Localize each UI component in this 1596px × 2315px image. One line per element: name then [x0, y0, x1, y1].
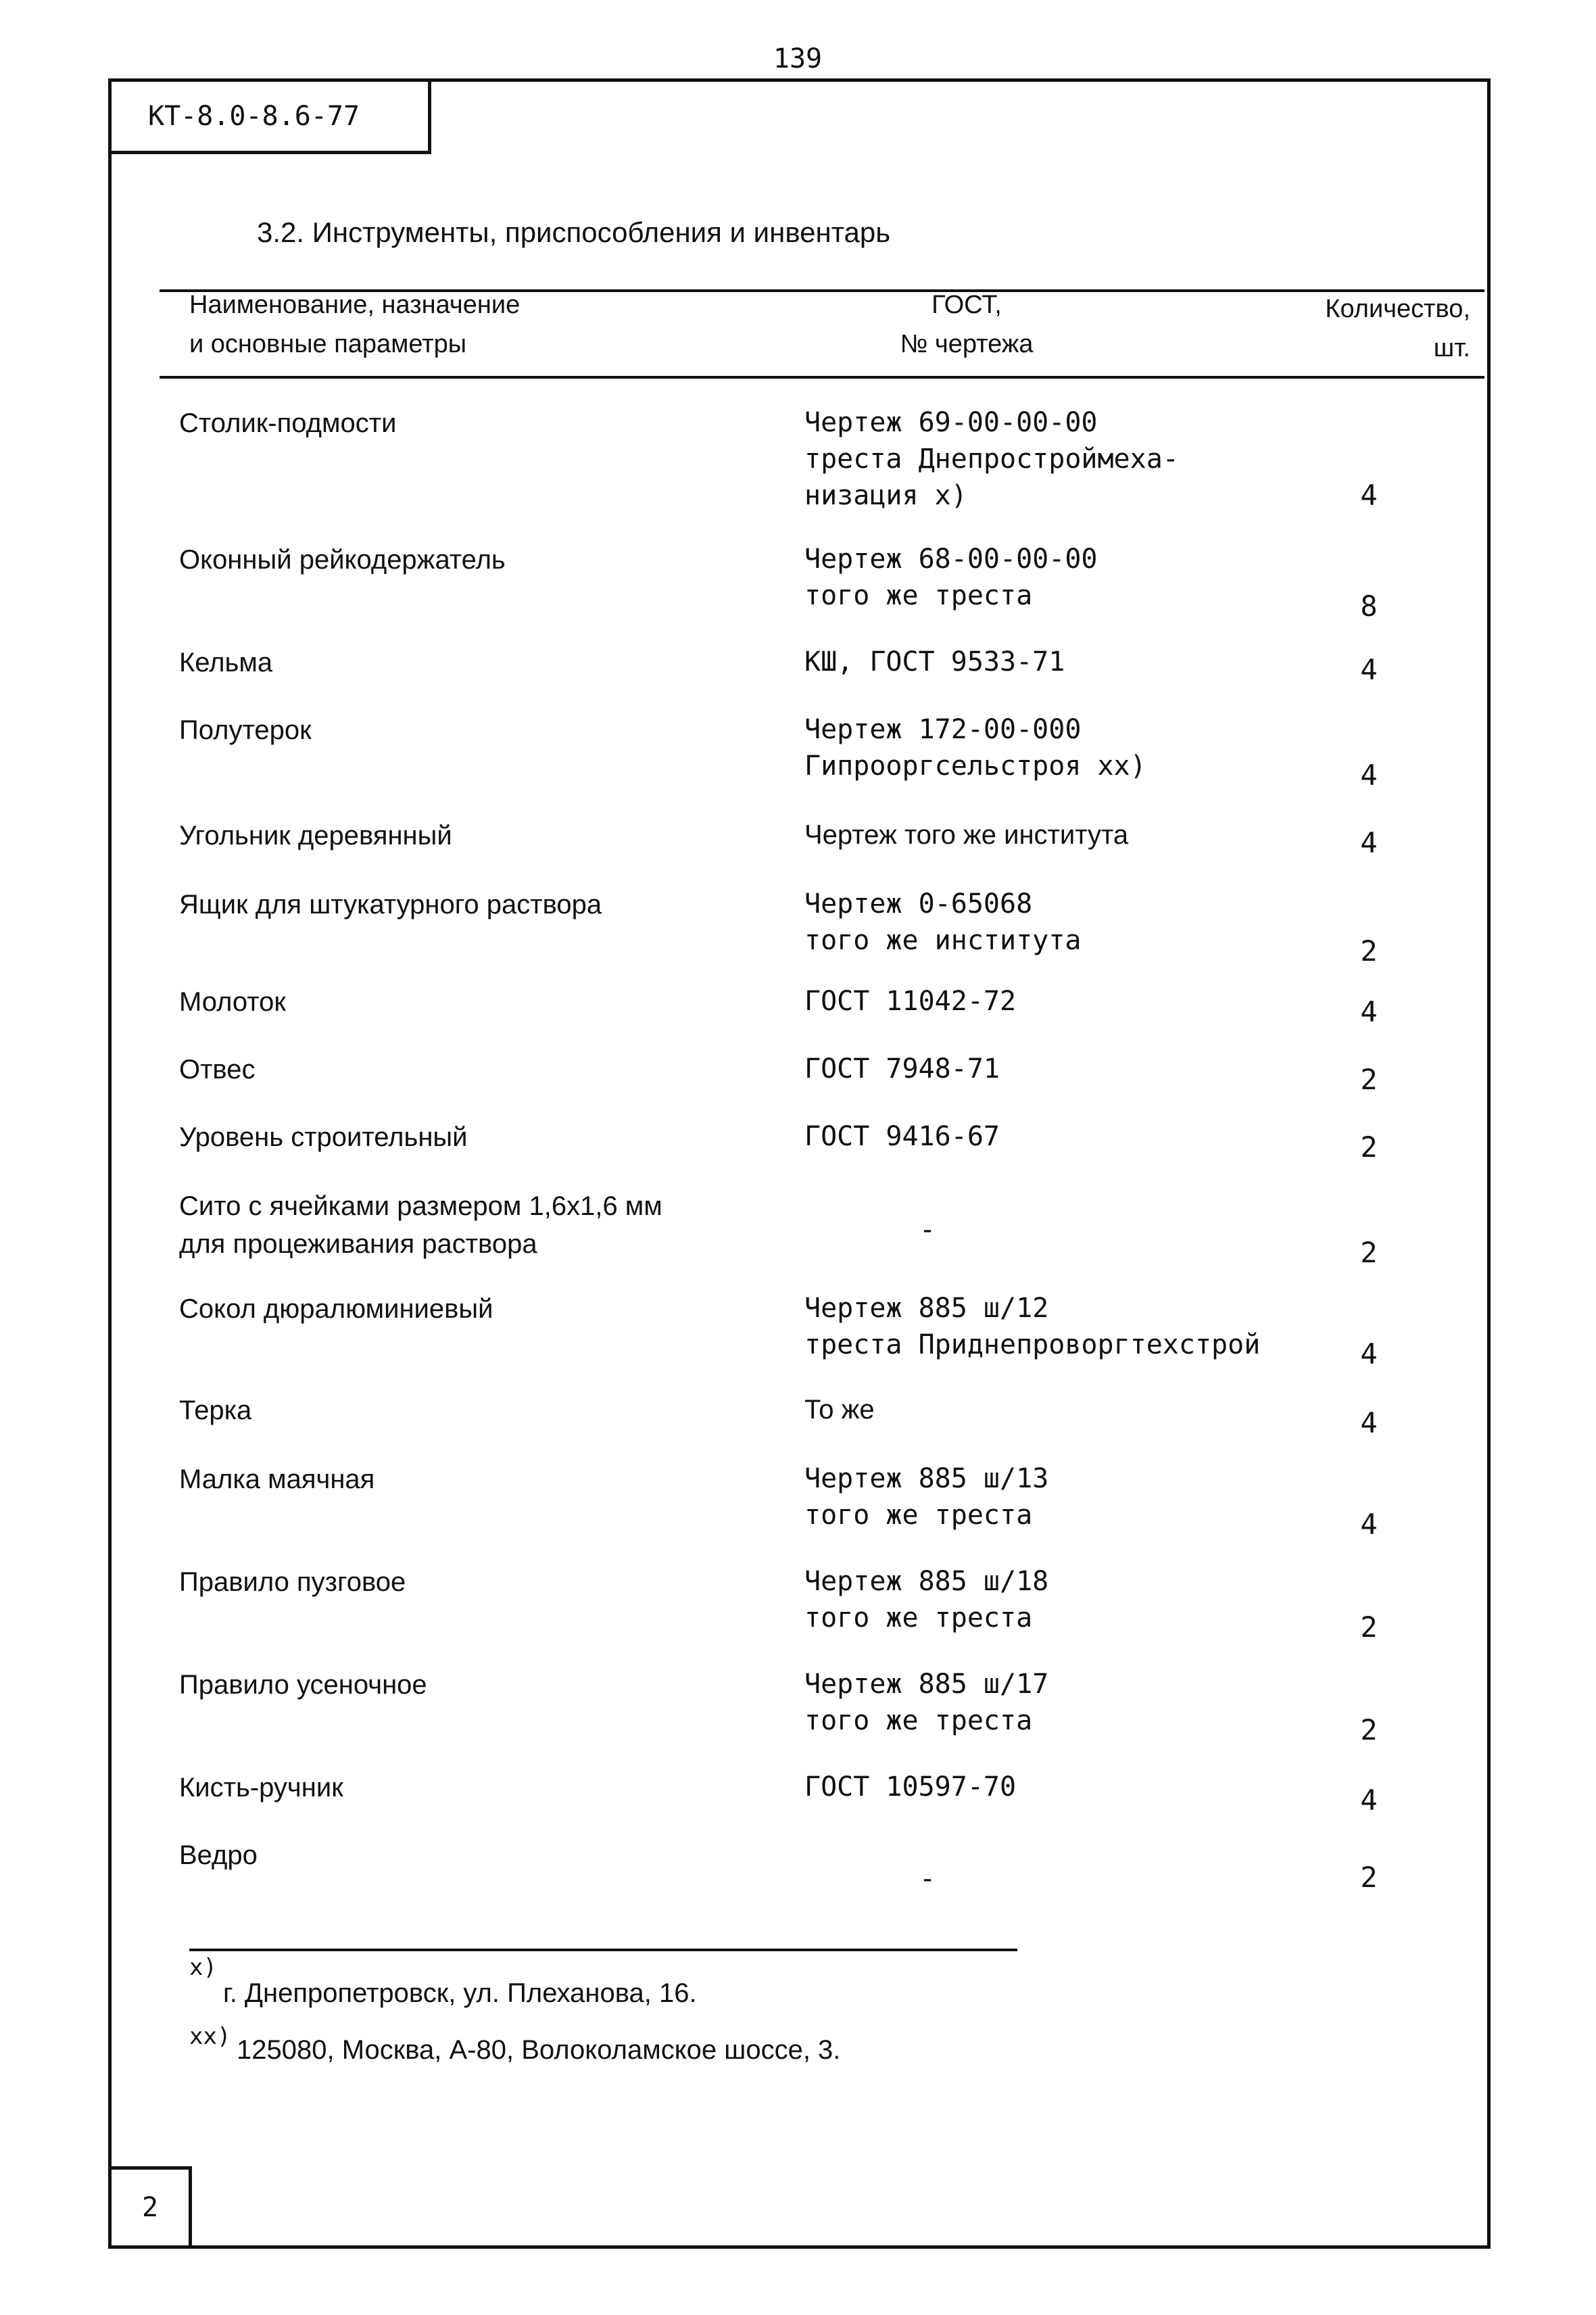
- row-gost: Чертеж 885 ш/17 того же треста: [804, 1669, 1049, 1736]
- row-gost: КШ, ГОСТ 9533-71: [804, 646, 1065, 677]
- row-name: Угольник деревянный: [179, 821, 452, 851]
- footnote-1: г. Днепропетровск, ул. Плеханова, 16.: [223, 1978, 697, 2008]
- row-gost: Чертеж 885 ш/13 того же треста: [804, 1463, 1049, 1531]
- document-code: [108, 78, 431, 154]
- row-name: Правило усеночное: [179, 1670, 427, 1700]
- row-quantity: 2: [1360, 1236, 1378, 1269]
- footnote-mark-2: xx): [189, 2023, 231, 2050]
- row-name: Терка: [179, 1395, 252, 1425]
- row-gost: Чертеж 172-00-000 Гипрооргсельстроя xx): [804, 714, 1146, 782]
- row-gost: Чертеж 885 ш/18 того же треста: [804, 1566, 1049, 1633]
- row-gost: Чертеж 68-00-00-00 того же треста: [804, 544, 1098, 611]
- row-name: Уровень строительный: [179, 1122, 468, 1152]
- row-quantity: 2: [1360, 1063, 1378, 1096]
- footnote-rule: [189, 1949, 1017, 1951]
- row-name: Столик-подмости: [179, 408, 397, 438]
- row-name: Молоток: [179, 987, 286, 1017]
- row-gost: Чертеж 885 ш/12 треста Приднепроворгтехстрой: [804, 1293, 1261, 1360]
- header-quantity: Количество, шт.: [1325, 295, 1470, 362]
- row-gost: -: [919, 1863, 936, 1894]
- header-gost: ГОСТ, № чертежа: [900, 291, 1034, 358]
- row-name: Отвес: [179, 1055, 256, 1084]
- row-name: Кельма: [179, 648, 273, 677]
- row-quantity: 4: [1360, 1508, 1378, 1541]
- sheet-number-box: [108, 2166, 192, 2249]
- row-name: Полутерок: [179, 715, 312, 745]
- footnote-mark-1: x): [189, 1954, 217, 1981]
- row-quantity: 4: [1360, 1784, 1378, 1817]
- page-number: 139: [773, 43, 823, 74]
- row-name: Ящик для штукатурного раствора: [179, 890, 602, 920]
- row-quantity: 4: [1360, 1406, 1378, 1439]
- row-gost: То же: [804, 1395, 875, 1425]
- row-name: Кисть-ручник: [179, 1773, 343, 1803]
- row-name: Ведро: [179, 1840, 258, 1870]
- row-name: Сокол дюралюминиевый: [179, 1294, 493, 1324]
- row-gost: Чертеж 0-65068 того же института: [804, 888, 1082, 956]
- row-gost: Чертеж того же института: [804, 820, 1129, 850]
- row-gost: ГОСТ 7948-71: [804, 1053, 1000, 1084]
- row-quantity: 2: [1360, 1713, 1378, 1746]
- row-gost: ГОСТ 10597-70: [804, 1771, 1017, 1803]
- row-gost: ГОСТ 9416-67: [804, 1121, 1000, 1152]
- row-quantity: 2: [1360, 1130, 1378, 1164]
- row-name: Малка маячная: [179, 1464, 375, 1494]
- row-quantity: 8: [1360, 590, 1378, 623]
- row-gost: ГОСТ 11042-72: [804, 986, 1017, 1017]
- document-code-text: КТ-8.0-8.6-77: [148, 101, 360, 132]
- row-gost: Чертеж 69-00-00-00 треста Днепростроймеха- низация x): [804, 407, 1179, 511]
- row-quantity: 4: [1360, 479, 1378, 512]
- row-quantity: 2: [1360, 1861, 1378, 1894]
- footnote-2: 125080, Москва, А-80, Волоколамское шоссе, 3.: [237, 2035, 841, 2065]
- row-quantity: 4: [1360, 759, 1378, 792]
- table-header-rule: [160, 376, 1484, 379]
- header-name: Наименование, назначение и основные параметры: [189, 291, 521, 358]
- row-quantity: 4: [1360, 995, 1378, 1028]
- row-quantity: 4: [1360, 1337, 1378, 1370]
- row-gost: -: [919, 1214, 936, 1245]
- row-quantity: 4: [1360, 826, 1378, 859]
- sheet-number: 2: [141, 2192, 159, 2223]
- row-quantity: 2: [1360, 934, 1378, 968]
- row-quantity: 2: [1360, 1610, 1378, 1644]
- row-name: Правило пузговое: [179, 1567, 406, 1597]
- row-name: Оконный рейкодержатель: [179, 545, 506, 575]
- section-title: 3.2. Инструменты, приспособления и инвентарь: [257, 216, 891, 248]
- row-name: Сито с ячейками размером 1,6х1,6 мм для процеживания раствора: [179, 1191, 662, 1259]
- row-quantity: 4: [1360, 653, 1378, 686]
